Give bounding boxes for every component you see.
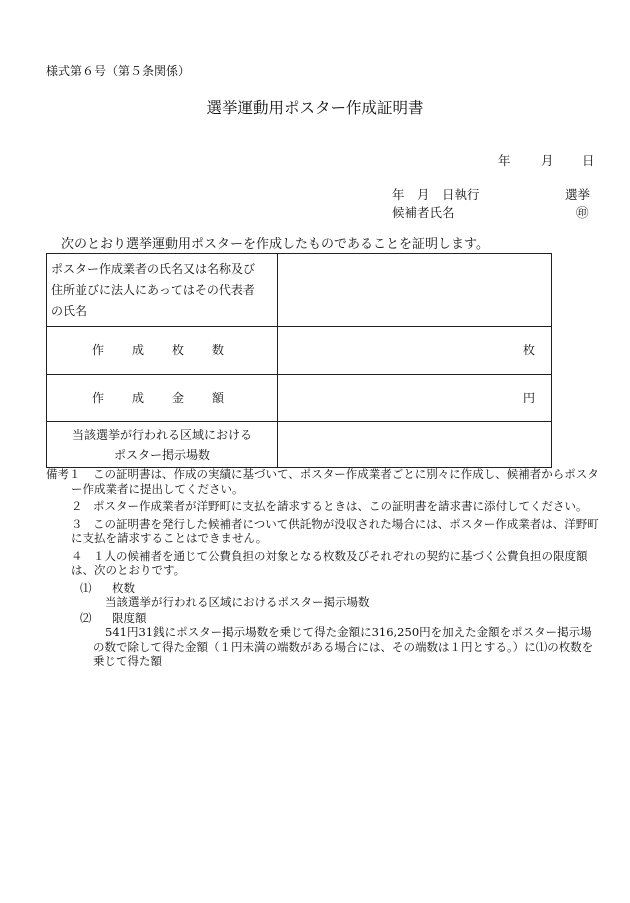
remark-item — [46, 517, 606, 546]
seal-mark: ㊞ — [576, 205, 589, 220]
remark-sub-heading: 限度額 — [112, 610, 147, 625]
remark-sub-text: 541円31銭にポスター掲示場数を乗じて得た金額に316,250円を加えた金額をポスター掲示場の数で除して得た金額（１円未満の端数がある場合には、その端数は１円とする。）に⑴の枚数を乗じて得た額 — [93, 625, 594, 668]
quantity-label-cell — [47, 327, 278, 375]
contractor-info-value-cell — [278, 254, 552, 327]
remark-sub-heading-row — [46, 581, 606, 596]
remark-sub-heading: 枚数 — [112, 580, 135, 595]
remark-sub-marker: ⑵ — [80, 610, 92, 625]
quantity-label-line: 作 成 枚 数 — [91, 343, 232, 358]
date-day-label: 日 — [582, 153, 595, 168]
contractor-info-label-cell — [47, 254, 278, 327]
remark-text: この証明書は、作成の実績に基づいて、ポスター作成業者ごとに別々に作成し、候補者からポスター作成業者に提出してください。 — [71, 467, 599, 496]
remark-text: この証明書を発行した候補者について供託物が没収された場合には、ポスター作成業者は、洋野町に支払を請求することはできません。 — [71, 516, 599, 545]
form-number: 様式第６号（第５条関係） — [46, 64, 191, 78]
certification-table — [46, 253, 552, 468]
certification-statement: 次のとおり選挙運動用ポスターを作成したものであることを証明します。 — [61, 237, 489, 252]
amount-value-cell — [278, 375, 552, 422]
posting-place-count-label-line: 当該選挙が行われる区域における — [71, 427, 252, 442]
table-row-contractor-info — [47, 254, 552, 327]
date-month-label: 月 — [541, 153, 554, 168]
posting-place-count-value-cell — [278, 422, 552, 468]
candidate-name-label: 候補者氏名 — [392, 205, 455, 220]
remark-marker: ３ — [71, 516, 83, 531]
contractor-info-label-line: の氏名 — [51, 303, 88, 318]
remark-marker: 備考１ — [46, 467, 81, 481]
contractor-info-label-line: 住所並びに法人にあってはその代表者 — [51, 282, 255, 297]
document-title: 選挙運動用ポスター作成証明書 — [206, 99, 424, 117]
certification-table-body — [47, 254, 552, 468]
remarks-section — [46, 467, 606, 670]
remark-sub-text: 当該選挙が行われる区域におけるポスター掲示場数 — [105, 595, 370, 609]
remark-sub-heading-row — [46, 611, 606, 626]
table-row-quantity — [47, 327, 552, 375]
remark-sub-marker: ⑴ — [80, 580, 92, 595]
quantity-unit: 枚 — [522, 343, 535, 358]
election-label: 選挙 — [565, 187, 591, 202]
remarks-sub-list — [46, 581, 606, 669]
election-date-line: 年 月 日執行 — [392, 187, 480, 202]
remarks-list — [46, 467, 606, 578]
quantity-value-cell — [278, 327, 552, 375]
remark-text: １人の候補者を通じて公費負担の対象となる枚数及びそれぞれの契約に基づく公費負担の限度額は、次のとおりです。 — [71, 548, 588, 577]
remark-item — [46, 549, 606, 578]
contractor-info-label-line: ポスター作成業者の氏名又は名称及び — [51, 261, 256, 276]
table-row-amount — [47, 375, 552, 422]
amount-unit: 円 — [522, 390, 535, 405]
posting-place-count-label-cell — [47, 422, 278, 468]
remark-item — [46, 499, 606, 514]
amount-label-cell — [47, 375, 278, 422]
date-year-label: 年 — [498, 153, 511, 168]
table-row-posting-place-count — [47, 422, 552, 468]
remark-marker: ４ — [71, 548, 83, 563]
remark-sub-body — [46, 595, 606, 610]
remark-text: ポスター作成業者が洋野町に支払を請求するときは、この証明書を請求書に添付してください。 — [93, 499, 588, 513]
amount-label-line: 作 成 金 額 — [91, 390, 232, 405]
remark-item — [46, 467, 606, 496]
remark-sub-body — [46, 625, 606, 669]
remark-marker: ２ — [71, 499, 83, 513]
posting-place-count-label-line: ポスター掲示場数 — [113, 447, 210, 462]
